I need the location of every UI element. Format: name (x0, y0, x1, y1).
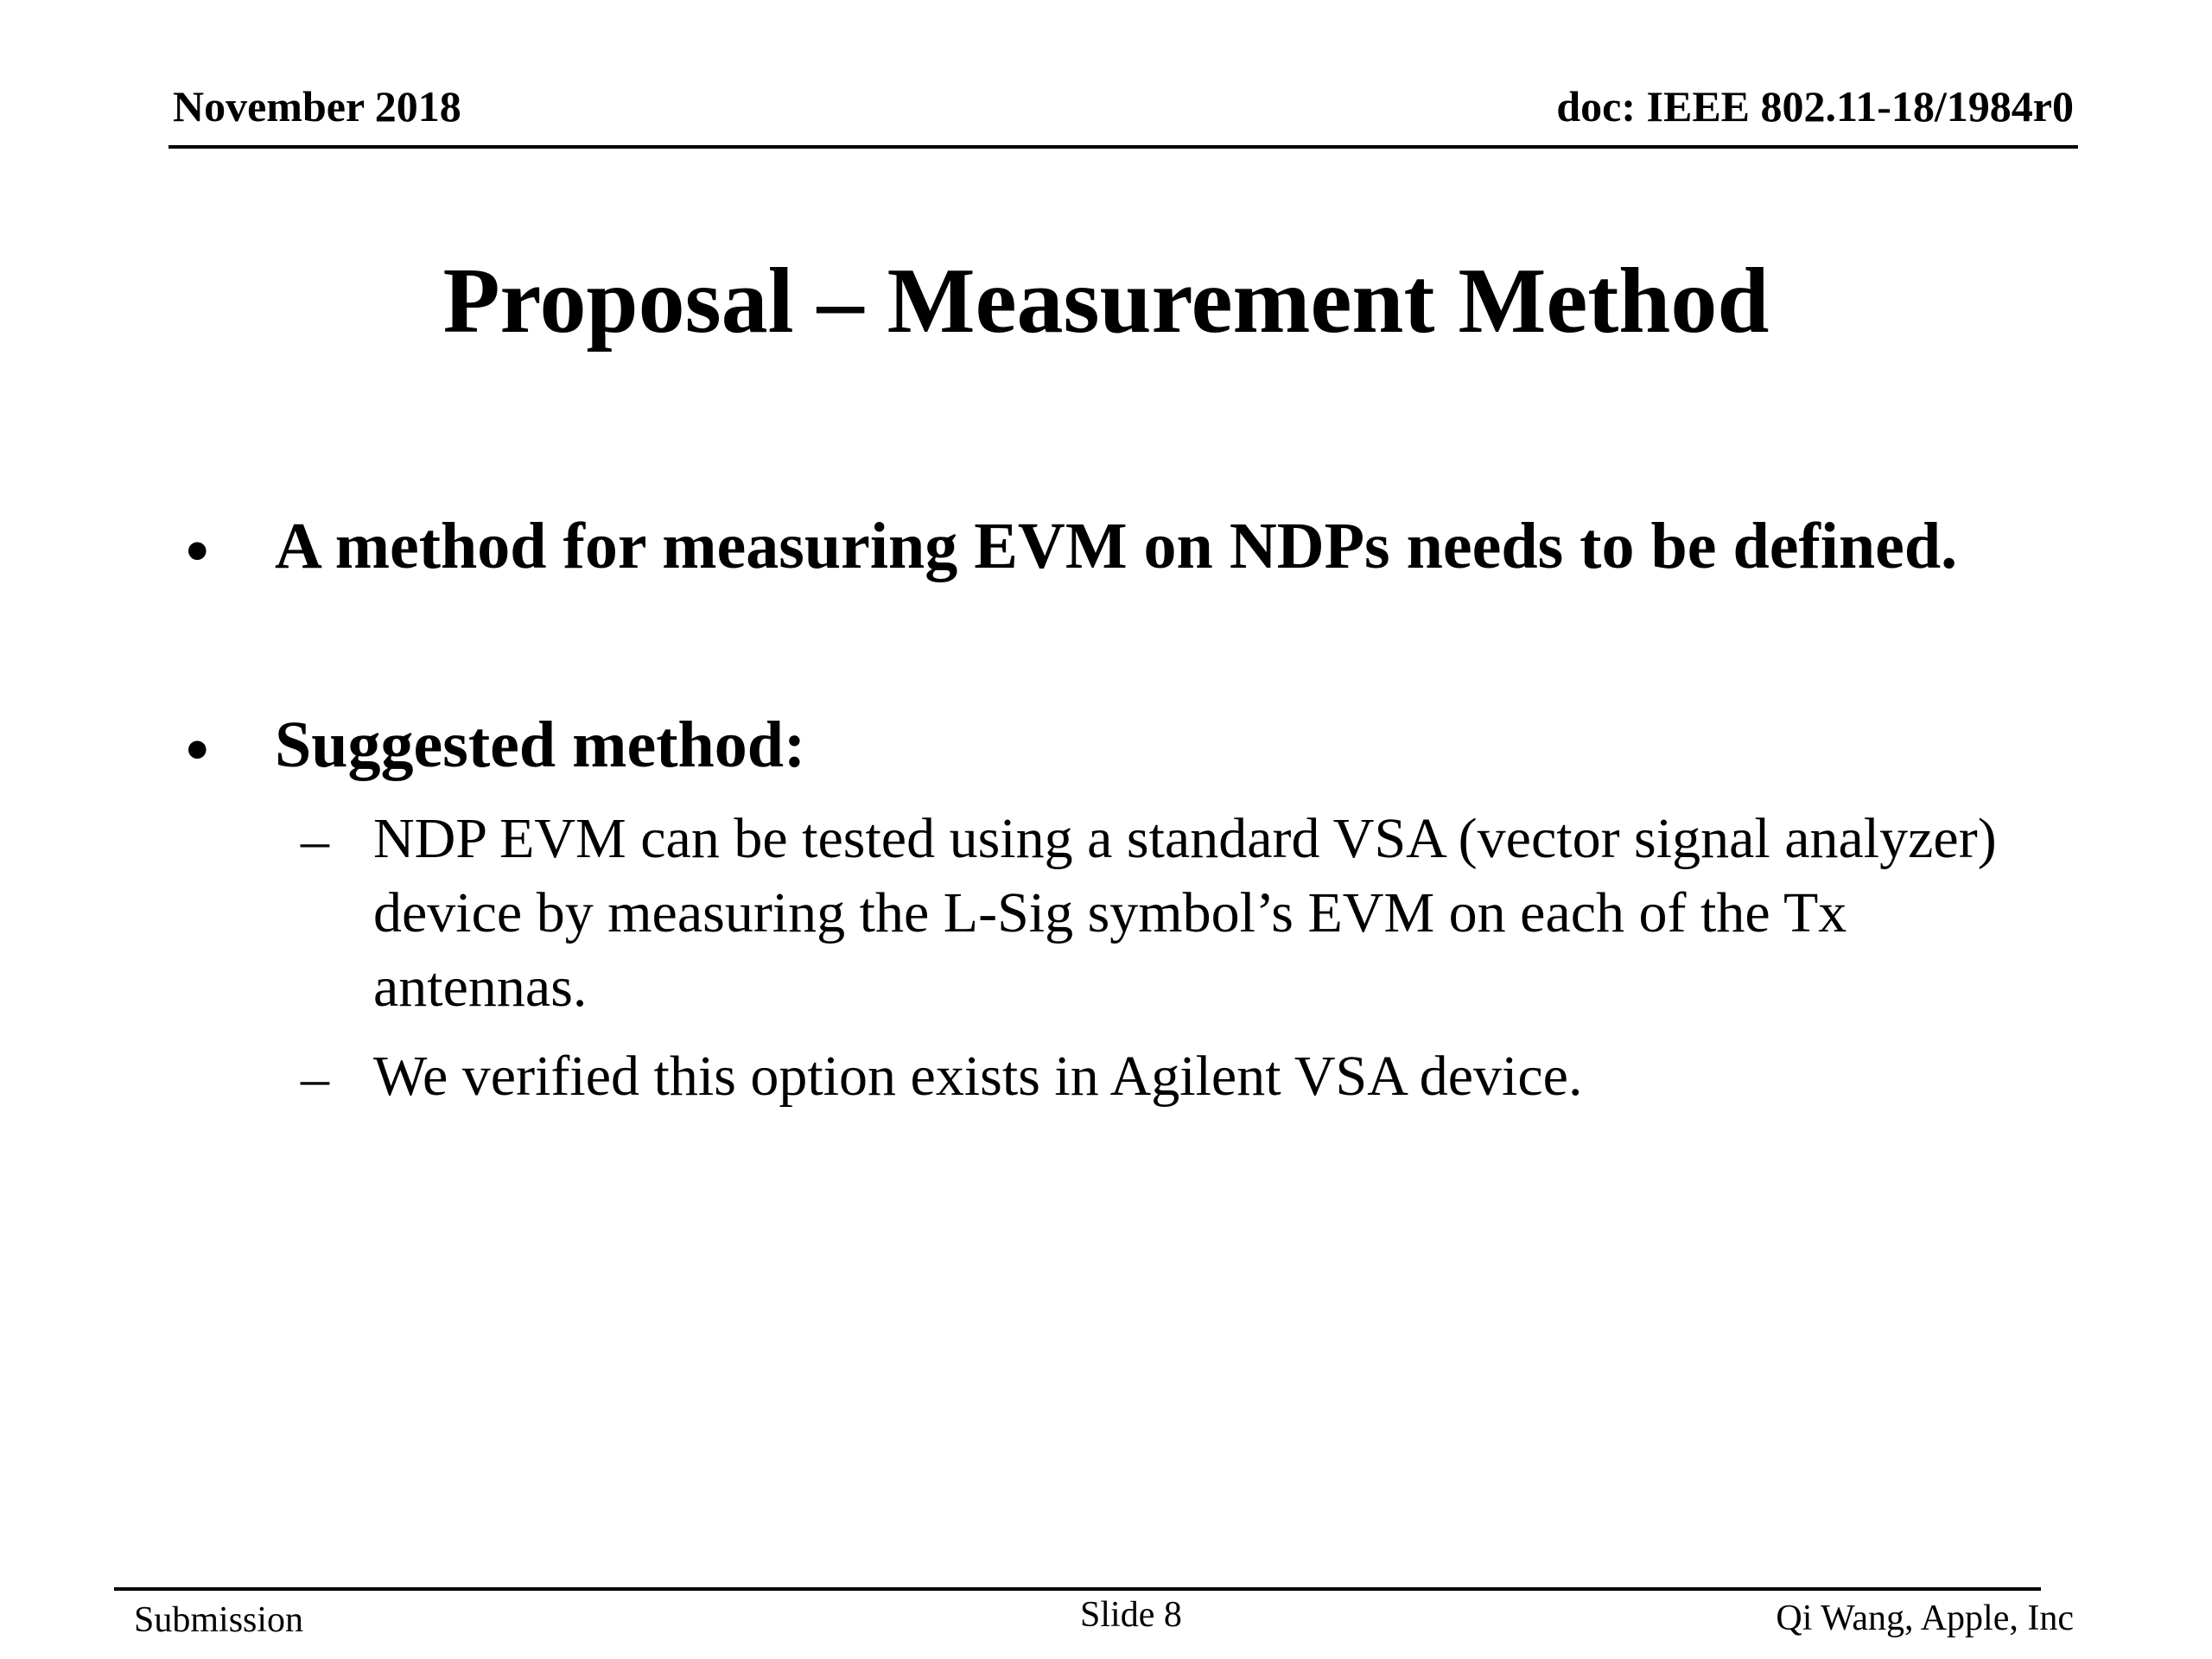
sub-bullet-marker: – (301, 809, 329, 872)
footer-divider (114, 1587, 2041, 1591)
sub-bullet-marker: – (301, 1046, 329, 1109)
bullet-marker: • (186, 515, 209, 588)
header-divider (168, 145, 2078, 149)
header-doc-id: doc: IEEE 802.11-18/1984r0 (1556, 82, 2074, 130)
bullet-item: Suggested method: (275, 709, 806, 781)
slide-title: Proposal – Measurement Method (442, 250, 1770, 353)
sub-bullet-item: We verified this option exists in Agilent VSA device. (373, 1045, 1583, 1108)
footer-author: Qi Wang, Apple, Inc (1776, 1599, 2074, 1638)
header-date: November 2018 (173, 82, 461, 130)
slide-number: Slide 8 (1080, 1595, 1182, 1635)
bullet-item: A method for measuring EVM on NDPs needs to be defined. (275, 510, 1958, 582)
sub-bullet-item: NDP EVM can be tested using a standard VSA (vector signal analyzer) device by measuring the L-Sig symbol’s EVM on each of the Tx antennas. (373, 807, 1997, 1019)
footer-submission: Submission (134, 1600, 304, 1640)
bullet-marker: • (186, 714, 209, 786)
